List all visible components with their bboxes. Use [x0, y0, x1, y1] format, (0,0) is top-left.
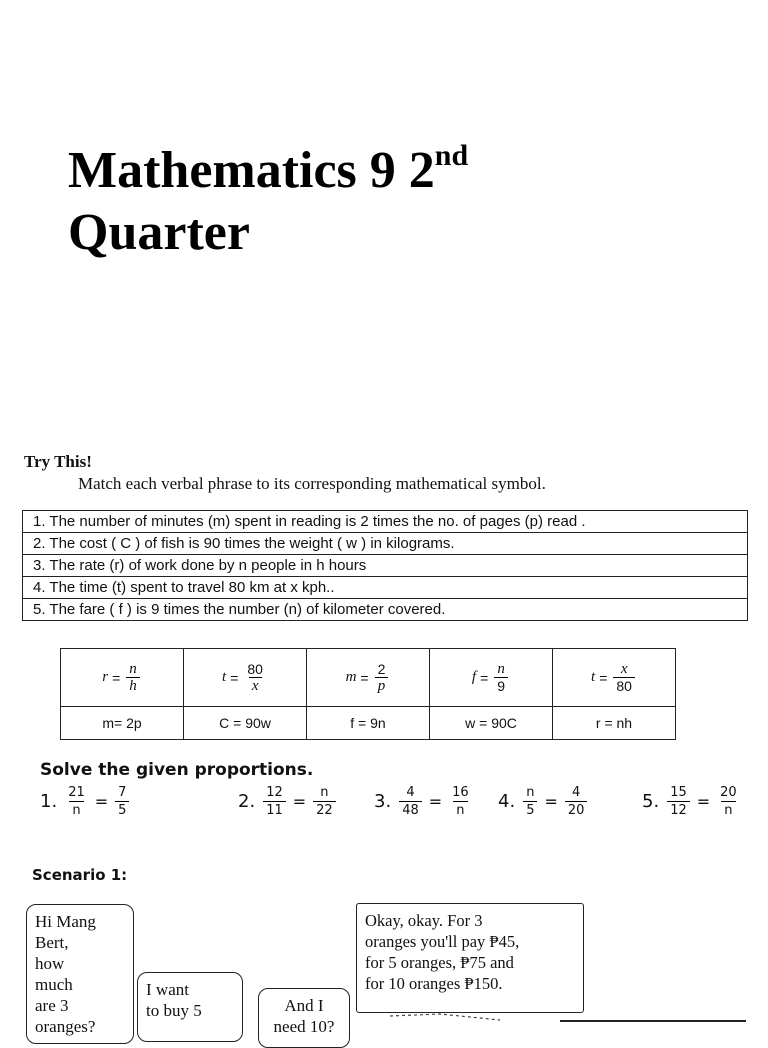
speech-bubble-1: Hi Mang Bert, how much are 3 oranges? [26, 904, 134, 1044]
table-row [61, 649, 676, 707]
proportion-item: 1. $\frac{21}{n}$ = $\frac{7}{5}$ [40, 784, 131, 819]
fraction: $\frac{20}{n}$ [720, 785, 737, 818]
table-row [23, 533, 748, 555]
try-this-instruction: Match each verbal phrase to its corresponding mathematical symbol. [78, 474, 546, 493]
equation-cell: f = 9n [307, 707, 430, 740]
equation-cell: m= 2p [61, 707, 184, 740]
equation-cell: r = nh [553, 707, 676, 740]
fraction: $\frac{12}{11}$ [263, 784, 286, 819]
fraction: $\frac{2}{p}$ [375, 661, 389, 694]
fraction: $\frac{21}{n}$ [68, 785, 85, 818]
proportion-item: 5. $\frac{15}{12}$ = $\frac{20}{n}$ [642, 784, 742, 819]
math-symbols-table [60, 648, 676, 740]
phrase-cell: 5. The fare ( f ) is 9 times the number (n) of kilometer covered. [23, 599, 748, 621]
speech-bubble-4: Okay, okay. For 3 oranges you'll pay ₱45, for 5 oranges, ₱75 and for 10 oranges ₱150. [356, 903, 584, 1013]
symbol-cell: t = $\frac{x}{80}$ [553, 649, 676, 707]
try-this-heading: Try This! [24, 452, 92, 471]
symbol-cell: m = $\frac{2}{p}$ [307, 649, 430, 707]
fraction: $\frac{n}{h}$ [126, 661, 140, 694]
divider [560, 1020, 746, 1022]
speech-bubble-3: And I need 10? [258, 988, 350, 1048]
proportions-heading: Solve the given proportions. [40, 760, 314, 780]
equation-cell: C = 90w [184, 707, 307, 740]
title-line-2: Quarter [68, 204, 250, 261]
symbol-cell: f = $\frac{n}{9}$ [430, 649, 553, 707]
fraction: $\frac{n}{5}$ [523, 784, 537, 819]
phrase-cell: 3. The rate (r) of work done by n people in h hours [23, 555, 748, 577]
fraction: $\frac{x}{80}$ [613, 661, 635, 694]
fraction: $\frac{15}{12}$ [667, 784, 690, 819]
phrase-cell: 1. The number of minutes (m) spent in reading is 2 times the no. of pages (p) read . [23, 511, 748, 533]
phrase-cell: 4. The time (t) spent to travel 80 km at x kph.. [23, 577, 748, 599]
bubble-tail [380, 1012, 520, 1024]
equation-cell: w = 90C [430, 707, 553, 740]
fraction: $\frac{4}{48}$ [399, 784, 422, 819]
fraction: $\frac{n}{9}$ [494, 661, 508, 694]
proportion-item: 3. $\frac{4}{48}$ = $\frac{16}{n}$ [374, 784, 474, 819]
fraction: $\frac{80}{x}$ [247, 661, 263, 694]
fraction: $\frac{7}{5}$ [115, 784, 129, 819]
proportion-item: 2. $\frac{12}{11}$ = $\frac{n}{22}$ [238, 784, 338, 819]
symbol-cell: r = $\frac{n}{h}$ [61, 649, 184, 707]
title-line-1: Mathematics 9 2nd [68, 139, 469, 199]
table-row [23, 577, 748, 599]
scenario-heading: Scenario 1: [32, 866, 128, 884]
phrase-cell: 2. The cost ( C ) of fish is 90 times the weight ( w ) in kilograms. [23, 533, 748, 555]
proportion-item: 4. $\frac{n}{5}$ = $\frac{4}{20}$ [498, 784, 589, 819]
speech-bubble-2: I want to buy 5 [137, 972, 243, 1042]
table-row [61, 707, 676, 740]
fraction: $\frac{4}{20}$ [565, 784, 588, 819]
page-title [68, 140, 468, 264]
table-row [23, 511, 748, 533]
fraction: $\frac{16}{n}$ [452, 785, 469, 818]
symbol-cell: t = $\frac{80}{x}$ [184, 649, 307, 707]
fraction: $\frac{n}{22}$ [313, 784, 336, 819]
verbal-phrases-table [22, 510, 748, 621]
table-row [23, 555, 748, 577]
table-row [23, 599, 748, 621]
